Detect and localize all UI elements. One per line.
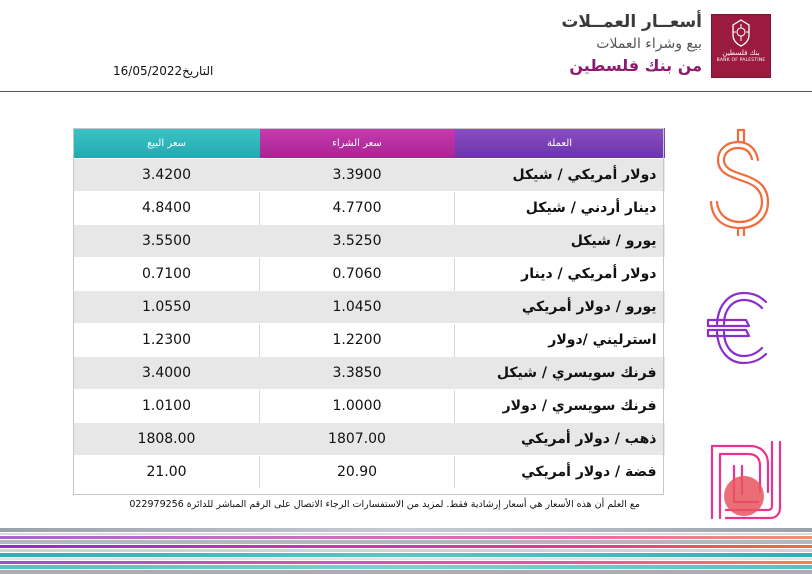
contact-phone: 022979256 <box>129 499 184 510</box>
currency-pair-cell: دينار أردني / شيكل <box>455 192 665 225</box>
buy-rate-cell: 1.0000 <box>260 390 455 423</box>
currency-pair-cell: فضة / دولار أمريكي <box>455 456 665 489</box>
buy-rate-cell: 1807.00 <box>260 423 455 456</box>
sell-rate-cell: 3.4200 <box>74 159 260 192</box>
buy-rate-cell: 20.90 <box>260 456 455 489</box>
currency-pair-cell: ذهب / دولار أمريكي <box>455 423 665 456</box>
currency-pair-cell: استرليني /دولار <box>455 324 665 357</box>
bank-emblem-icon <box>730 19 752 47</box>
table-row <box>74 258 665 291</box>
sell-rate-cell: 3.5500 <box>74 225 260 258</box>
logo-arabic-text: بنك فلسطين <box>722 49 760 57</box>
header-buy-rate: سعر الشراء <box>260 128 455 159</box>
table-row <box>74 423 665 456</box>
euro-sign-icon <box>706 290 776 366</box>
dollar-sign-icon <box>700 128 780 236</box>
sell-rate-cell: 3.4000 <box>74 357 260 390</box>
buy-rate-cell: 4.7700 <box>260 192 455 225</box>
table-row <box>74 291 665 324</box>
sell-rate-cell: 21.00 <box>74 456 260 489</box>
buy-rate-cell: 3.3850 <box>260 357 455 390</box>
date-line <box>113 64 213 78</box>
table-row <box>74 192 665 225</box>
header-divider <box>0 91 812 92</box>
bank-logo <box>711 14 771 78</box>
disclaimer-message: مع العلم أن هذه الأسعار هي أسعار إرشادية فقط. لمزيد من الاستفسارات الرجاء الاتصال على الرقم المباشر للدائرة <box>186 499 640 510</box>
sell-rate-cell: 1.0550 <box>74 291 260 324</box>
buy-rate-cell: 1.2200 <box>260 324 455 357</box>
table-row <box>74 390 665 423</box>
currency-pair-cell: يورو / شيكل <box>455 225 665 258</box>
disclaimer-text <box>80 499 640 510</box>
source-bank: من بنك فلسطين <box>569 56 702 75</box>
table-row <box>74 456 665 489</box>
date-value: 16/05/2022 <box>113 64 183 78</box>
sell-rate-cell: 1.2300 <box>74 324 260 357</box>
buy-rate-cell: 3.3900 <box>260 159 455 192</box>
sell-rate-cell: 1.0100 <box>74 390 260 423</box>
currency-pair-cell: دولار أمريكي / شيكل <box>455 159 665 192</box>
buy-rate-cell: 1.0450 <box>260 291 455 324</box>
header-currency: العملة <box>455 128 665 159</box>
currency-pair-cell: فرنك سويسري / دولار <box>455 390 665 423</box>
date-label: التاريخ <box>182 64 214 78</box>
header-sell-rate: سعر البيع <box>74 128 260 159</box>
buy-rate-cell: 0.7060 <box>260 258 455 291</box>
exchange-rates-table <box>73 128 665 488</box>
currency-pair-cell: فرنك سويسري / شيكل <box>455 357 665 390</box>
currency-pair-cell: دولار أمريكي / دينار <box>455 258 665 291</box>
shekel-sign-icon <box>706 436 788 528</box>
table-row <box>74 324 665 357</box>
table-row <box>74 225 665 258</box>
table-row <box>74 159 665 192</box>
sell-rate-cell: 0.7100 <box>74 258 260 291</box>
logo-english-text: BANK OF PALESTINE <box>716 58 766 63</box>
sell-rate-cell: 1808.00 <box>74 423 260 456</box>
currency-pair-cell: يورو / دولار أمريكي <box>455 291 665 324</box>
table-header-row <box>74 128 665 159</box>
sell-rate-cell: 4.8400 <box>74 192 260 225</box>
decorative-stripes <box>0 528 812 574</box>
page-subtitle: بيع وشراء العملات <box>596 36 702 52</box>
table-row <box>74 357 665 390</box>
page-title: أسعــار العمــلات <box>561 12 702 32</box>
buy-rate-cell: 3.5250 <box>260 225 455 258</box>
